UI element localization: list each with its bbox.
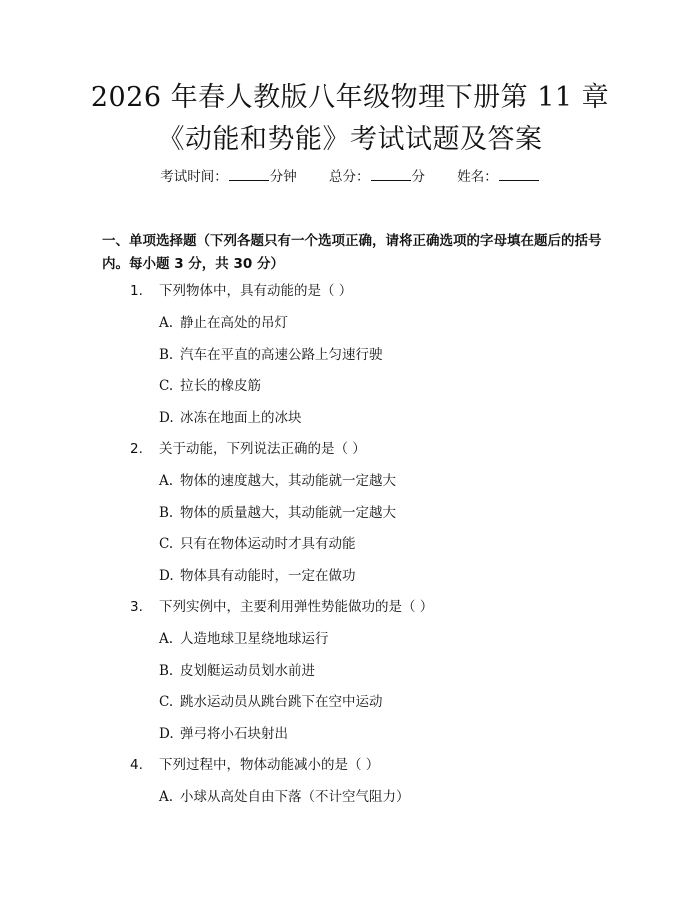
- option-letter: C.: [159, 694, 174, 710]
- question-number: 2.: [130, 441, 143, 457]
- question-4: [0, 754, 700, 786]
- question-1-option-c: [0, 375, 700, 407]
- total-score-label: 总分：: [329, 169, 370, 185]
- total-score-unit: 分: [411, 169, 425, 185]
- question-text: 下列实例中，主要利用弹性势能做功的是（ ）: [159, 599, 434, 615]
- question-3: [0, 596, 700, 628]
- option-text: 冰冻在地面上的冰块: [180, 409, 302, 426]
- question-2-option-a: [0, 470, 700, 502]
- option-text: 物体的速度越大，其动能就一定越大: [180, 473, 396, 489]
- option-text: 拉长的橡皮筋: [180, 378, 261, 394]
- option-text: 只有在物体运动时才具有动能: [180, 536, 356, 552]
- question-3-option-d: [0, 723, 700, 755]
- question-2: [0, 438, 700, 470]
- option-letter: C.: [159, 378, 174, 394]
- option-letter: B.: [159, 346, 174, 363]
- option-letter: A.: [159, 631, 174, 647]
- question-number: 4.: [130, 757, 143, 773]
- question-2-option-b: [0, 502, 700, 534]
- option-letter: A.: [159, 315, 174, 331]
- option-letter: C.: [159, 536, 174, 552]
- option-letter: A.: [159, 473, 174, 489]
- question-2-option-c: [0, 533, 700, 565]
- question-text: 下列物体中，具有动能的是（ ）: [159, 283, 353, 299]
- question-3-option-a: [0, 628, 700, 660]
- question-text: 关于动能，下列说法正确的是（ ）: [159, 441, 366, 457]
- document-title-line-2: 《动能和势能》考试试题及答案: [157, 124, 543, 155]
- question-1-option-a: [0, 312, 700, 344]
- option-letter: D.: [159, 567, 174, 584]
- option-letter: B.: [159, 504, 174, 521]
- question-1-option-b: [0, 344, 700, 376]
- exam-time-unit: 分钟: [269, 169, 297, 185]
- question-1: [0, 280, 700, 312]
- student-name-field: [457, 166, 540, 188]
- option-letter: D.: [159, 409, 174, 426]
- question-number: 3.: [130, 599, 143, 615]
- question-2-option-d: [0, 565, 700, 597]
- option-text: 汽车在平直的高速公路上匀速行驶: [180, 346, 383, 363]
- option-letter: A.: [159, 789, 174, 805]
- option-text: 人造地球卫星绕地球运行: [180, 631, 329, 647]
- option-text: 静止在高处的吊灯: [180, 315, 288, 331]
- student-name-blank: [499, 166, 539, 181]
- question-3-option-b: [0, 660, 700, 692]
- section-heading: 一、单项选择题（下列各题只有一个选项正确，请将正确选项的字母填在题后的括号内。每小题 3 分，共 30 分）: [102, 233, 602, 272]
- total-score-field: [329, 166, 425, 188]
- option-text: 物体具有动能时，一定在做功: [180, 567, 356, 584]
- question-3-option-c: [0, 691, 700, 723]
- exam-info-row: [0, 166, 700, 188]
- student-name-label: 姓名：: [457, 169, 498, 185]
- option-text: 皮划艇运动员划水前进: [180, 662, 315, 679]
- option-text: 小球从高处自由下落（不计空气阻力）: [180, 789, 410, 805]
- option-letter: D.: [159, 725, 174, 742]
- option-text: 跳水运动员从跳台跳下在空中运动: [180, 694, 383, 710]
- option-text: 物体的质量越大，其动能就一定越大: [180, 504, 396, 521]
- option-text: 弹弓将小石块射出: [180, 725, 288, 742]
- question-1-option-d: [0, 407, 700, 439]
- question-text: 下列过程中，物体动能减小的是（ ）: [159, 757, 380, 773]
- question-4-option-a: [0, 786, 700, 818]
- exam-time-label: 考试时间：: [160, 169, 228, 185]
- option-letter: B.: [159, 662, 174, 679]
- total-score-blank: [371, 166, 411, 181]
- document-title-line-1: 2026 年春人教版八年级物理下册第 11 章: [90, 82, 610, 113]
- exam-time-blank: [229, 166, 269, 181]
- exam-time-field: [160, 166, 297, 188]
- question-list: [0, 280, 700, 818]
- question-number: 1.: [130, 283, 143, 299]
